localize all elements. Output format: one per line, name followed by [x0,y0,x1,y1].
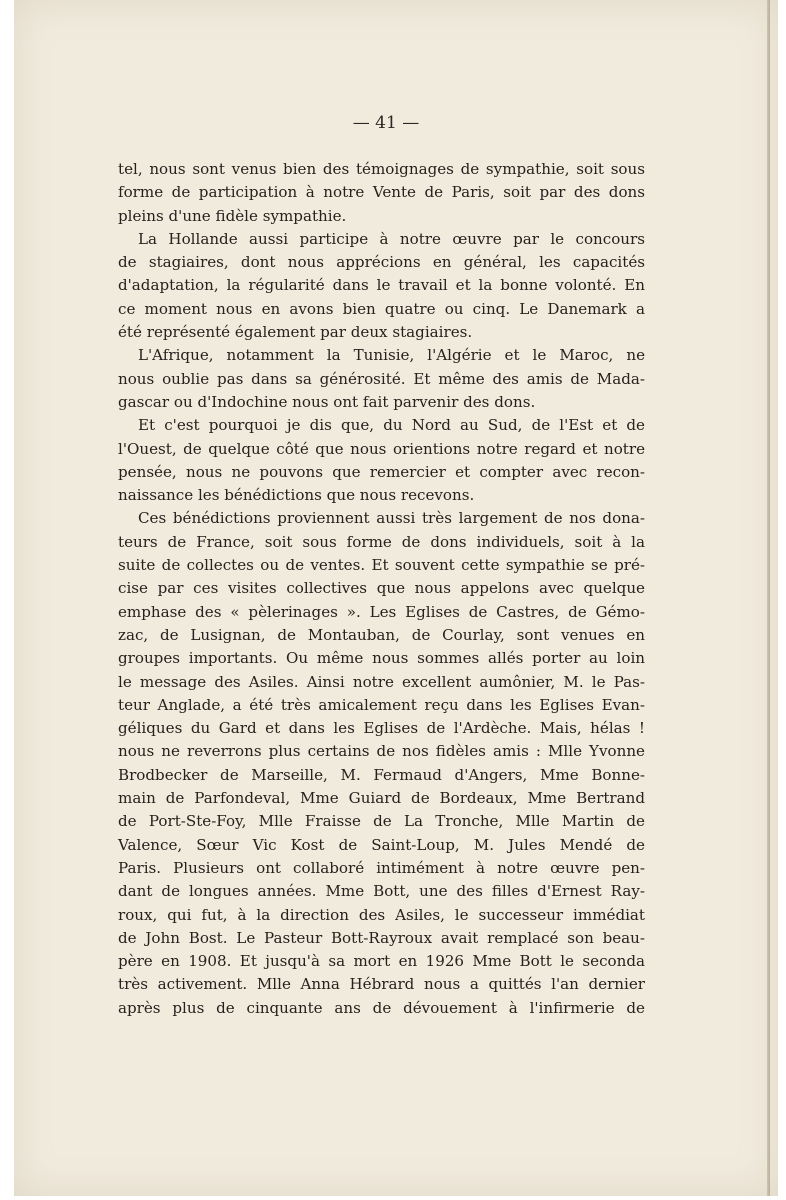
text-line: géliques du Gard et dans les Eglises de l'Ardèche. Mais, hélas ! [118,719,645,738]
text-line: La Hollande aussi participe à notre œuvre par le concours [138,229,645,248]
text-line: teurs de France, soit sous forme de dons individuels, soit à la [118,532,645,551]
text-line: d'adaptation, la régularité dans le travail et la bonne volonté. En [118,276,645,295]
text-line: Ces bénédictions proviennent aussi très largement de nos dona- [138,509,645,528]
book-page [14,0,778,1196]
text-line: zac, de Lusignan, de Montauban, de Courlay, sont venues en [118,625,645,644]
text-line: de John Bost. Le Pasteur Bott-Rayroux avait remplacé son beau- [118,928,645,947]
text-line: père en 1908. Et jusqu'à sa mort en 1926 Mme Bott le seconda [118,952,645,971]
text-line: L'Afrique, notamment la Tunisie, l'Algérie et le Maroc, ne [138,346,645,365]
text-line: Brodbecker de Marseille, M. Fermaud d'Angers, Mme Bonne- [118,765,645,784]
text-line: été représenté également par deux stagiaires. [118,323,473,342]
text-line: forme de participation à notre Vente de Paris, soit par des dons [118,183,645,202]
text-line: Et c'est pourquoi je dis que, du Nord au Sud, de l'Est et de [138,416,645,435]
text-line: naissance les bénédictions que nous recevons. [118,486,475,505]
body-text [118,158,645,1020]
text-line: emphase des « pèlerinages ». Les Eglises de Castres, de Gémo- [118,602,645,621]
text-line: nous oublie pas dans sa générosité. Et même des amis de Mada- [118,369,645,388]
text-line: cise par ces visites collectives que nous appelons avec quelque [118,579,645,598]
text-line: gascar ou d'Indochine nous ont fait parvenir des dons. [118,392,536,411]
page-edge [767,0,770,1196]
text-line: de Port-Ste-Foy, Mlle Fraisse de La Tronche, Mlle Martin de [118,812,645,831]
text-line: Valence, Sœur Vic Kost de Saint-Loup, M. Jules Mendé de [118,835,645,854]
text-line: tel, nous sont venus bien des témoignages de sympathie, soit sous [118,160,645,178]
text-line: nous ne reverrons plus certains de nos fidèles amis : Mlle Yvonne [118,742,645,761]
text-line: roux, qui fut, à la direction des Asiles, le successeur immédiat [118,905,645,924]
text-line: main de Parfondeval, Mme Guiard de Bordeaux, Mme Bertrand [118,789,645,808]
text-line: dant de longues années. Mme Bott, une des filles d'Ernest Ray- [118,882,645,901]
text-line: très activement. Mlle Anna Hébrard nous a quittés l'an dernier [118,975,645,994]
text-line: l'Ouest, de quelque côté que nous orientions notre regard et notre [118,439,645,458]
text-line: pleins d'une fidèle sympathie. [118,206,347,225]
text-line: pensée, nous ne pouvons que remercier et compter avec recon- [118,462,645,481]
text-line: teur Anglade, a été très amicalement reçu dans les Eglises Evan- [118,695,645,714]
text-line: le message des Asiles. Ainsi notre excellent aumônier, M. le Pas- [118,672,645,691]
text-line: groupes importants. Ou même nous sommes allés porter au loin [118,649,645,668]
text-line: de stagiaires, dont nous apprécions en général, les capacités [118,253,645,272]
text-line: Paris. Plusieurs ont collaboré intimément à notre œuvre pen- [118,858,645,877]
page-number: — 41 — [352,113,420,133]
text-line: suite de collectes ou de ventes. Et souvent cette sympathie se pré- [118,556,645,575]
text-line: ce moment nous en avons bien quatre ou cinq. Le Danemark a [118,299,645,318]
text-line: après plus de cinquante ans de dévouement à l'infirmerie de [118,998,645,1017]
